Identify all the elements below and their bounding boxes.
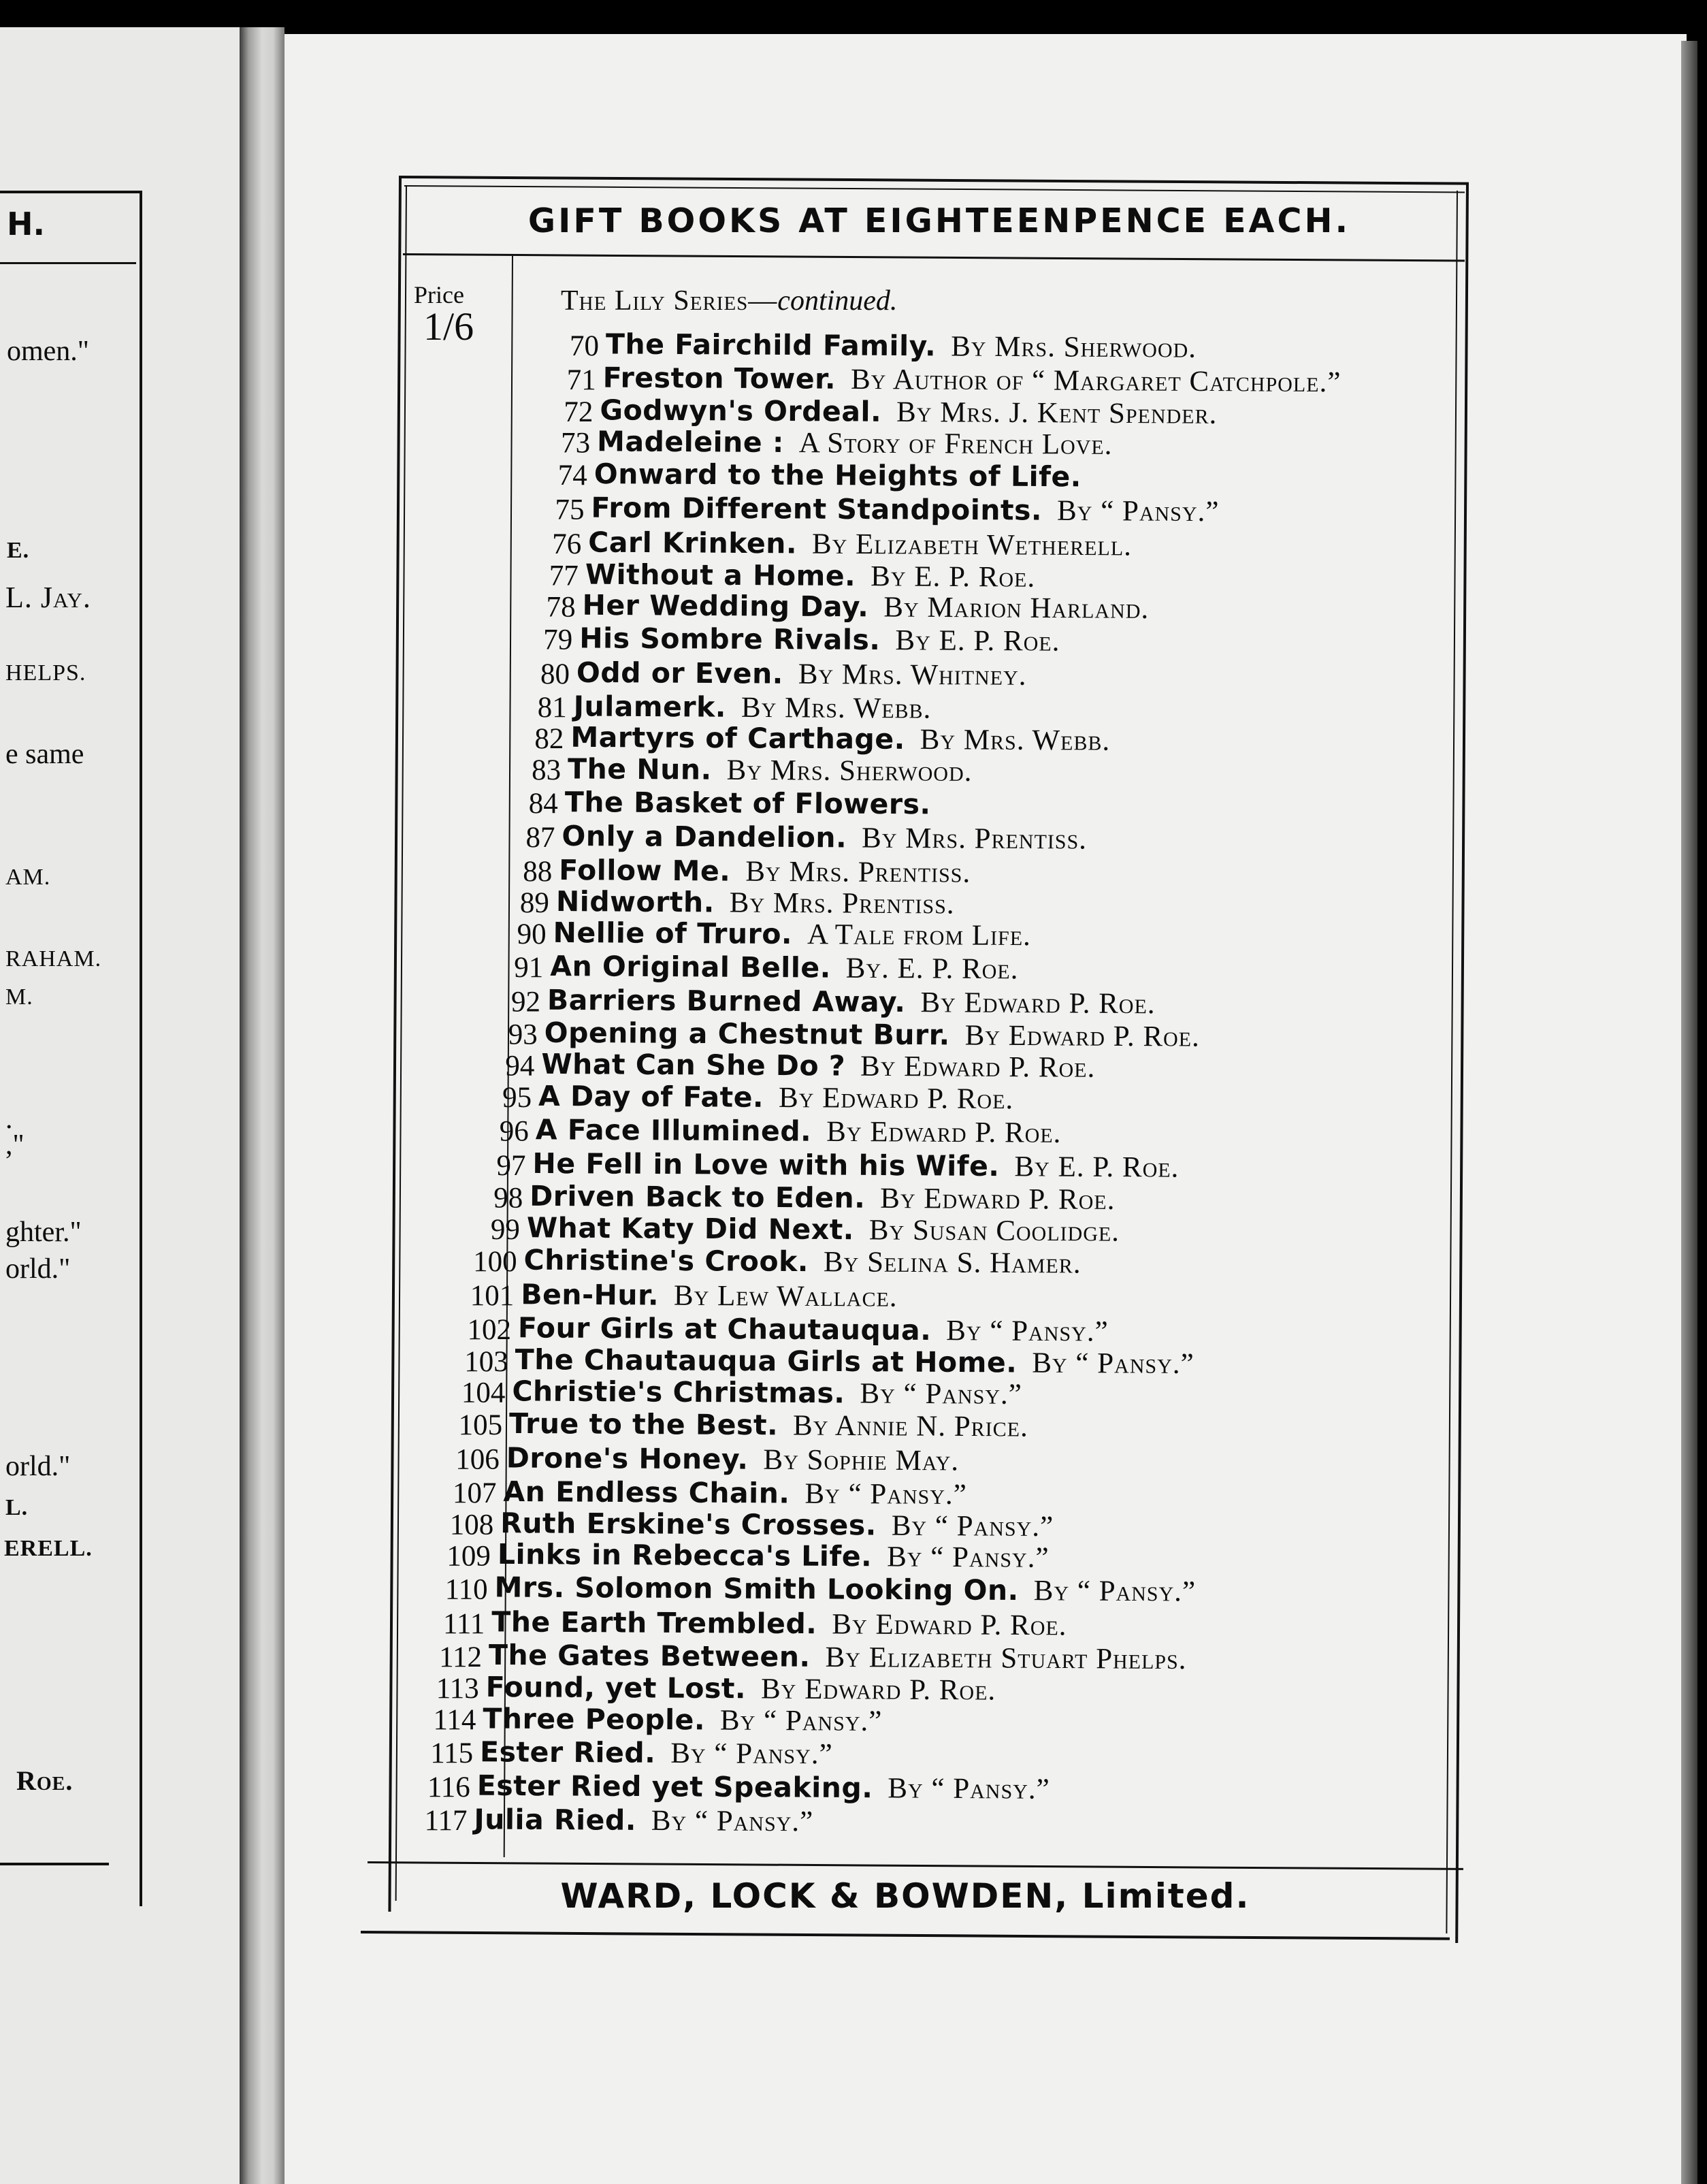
left-fragment: omen." bbox=[7, 336, 89, 367]
price-label: Price bbox=[414, 281, 464, 308]
entry-number: 113 bbox=[436, 1673, 479, 1705]
list-item bbox=[438, 754, 1405, 786]
book-title: Onward to the Heights of Life. bbox=[594, 457, 1082, 494]
book-title: Ben-Hur. bbox=[521, 1278, 660, 1312]
left-page-bottom-rule bbox=[0, 1863, 109, 1865]
entry-number: 84 bbox=[528, 788, 558, 820]
book-title: Ester Ried yet Speaking. bbox=[476, 1769, 873, 1805]
book-gutter bbox=[240, 27, 284, 2184]
left-page-frame-rule bbox=[140, 191, 142, 1906]
book-author: By “ Pansy.” bbox=[1032, 1347, 1194, 1380]
entry-number: 103 bbox=[464, 1345, 508, 1378]
book-author: By “ Pansy.” bbox=[946, 1314, 1109, 1348]
left-fragment: . bbox=[5, 1104, 13, 1135]
entry-number: 91 bbox=[514, 951, 544, 984]
entry-number: 89 bbox=[519, 886, 549, 919]
book-author: By “ Pansy.” bbox=[891, 1510, 1054, 1543]
list-item bbox=[450, 623, 1416, 656]
book-author: By “ Pansy.” bbox=[1033, 1574, 1197, 1608]
book-author: By Susan Coolidge. bbox=[868, 1213, 1120, 1248]
list-item bbox=[397, 1210, 1364, 1248]
entry-number: 99 bbox=[490, 1213, 520, 1246]
left-fragment: M. bbox=[5, 984, 33, 1010]
book-title: Three People. bbox=[483, 1702, 706, 1737]
entry-number: 110 bbox=[444, 1573, 488, 1606]
entry-number: 95 bbox=[502, 1082, 532, 1114]
list-item bbox=[406, 1115, 1373, 1148]
entry-number: 102 bbox=[467, 1313, 511, 1346]
book-author: By Selina S. Hamer. bbox=[823, 1245, 1082, 1280]
entry-text bbox=[494, 1571, 1196, 1608]
entry-number: 101 bbox=[470, 1279, 515, 1312]
book-author: By E. P. Roe. bbox=[871, 560, 1036, 594]
list-item bbox=[348, 1771, 1314, 1803]
entry-number: 107 bbox=[453, 1477, 497, 1510]
price-value: 1/6 bbox=[423, 304, 474, 349]
book-author: By Mrs. J. Kent Spender. bbox=[896, 396, 1218, 430]
entry-text bbox=[565, 786, 946, 821]
left-page-top-rule bbox=[0, 191, 140, 193]
entry-text bbox=[556, 885, 955, 921]
left-fragment: RAHAM. bbox=[5, 946, 102, 971]
entry-text bbox=[523, 1243, 1081, 1280]
book-title: Opening a Chestnut Burr. bbox=[544, 1016, 950, 1052]
book-author: By Mrs. Prentiss. bbox=[745, 855, 971, 889]
entry-text bbox=[547, 984, 1156, 1021]
entry-number: 92 bbox=[511, 986, 540, 1018]
list-item bbox=[421, 951, 1387, 984]
entry-number: 80 bbox=[540, 658, 570, 690]
entry-text bbox=[477, 1769, 1050, 1806]
book-title: Freston Tower. bbox=[602, 361, 836, 396]
entry-number: 105 bbox=[458, 1409, 503, 1442]
book-author: By Edward P. Roe. bbox=[760, 1673, 996, 1707]
left-fragment: ERELL. bbox=[4, 1536, 93, 1561]
list-item bbox=[400, 1182, 1367, 1215]
entry-text bbox=[579, 622, 1060, 658]
entry-number: 93 bbox=[508, 1018, 538, 1051]
list-item bbox=[409, 1081, 1376, 1114]
book-title: Nellie of Truro. bbox=[553, 916, 793, 950]
book-title: What Can She Do ? bbox=[541, 1047, 846, 1082]
book-title: An Original Belle. bbox=[550, 949, 831, 984]
list-item bbox=[371, 1509, 1337, 1541]
list-item bbox=[404, 1147, 1370, 1185]
book-author: By Edward P. Roe. bbox=[778, 1082, 1014, 1116]
book-author: By “ Pansy.” bbox=[670, 1737, 833, 1771]
book-title: Madeleine : bbox=[596, 425, 784, 460]
entry-text bbox=[491, 1605, 1067, 1642]
entry-text bbox=[541, 1048, 1095, 1085]
book-title: Barriers Burned Away. bbox=[547, 983, 906, 1018]
book-title: He Fell in Love with his Wife. bbox=[532, 1147, 1000, 1183]
book-author: By Mrs. Webb. bbox=[920, 724, 1111, 757]
book-author: By “ Pansy.” bbox=[888, 1772, 1050, 1805]
entry-number: 70 bbox=[570, 330, 599, 362]
entry-text bbox=[512, 1375, 1022, 1411]
list-item bbox=[433, 822, 1399, 854]
book-title: Follow Me. bbox=[559, 853, 731, 888]
left-fragment: ," bbox=[5, 1129, 25, 1161]
entry-text bbox=[576, 656, 1027, 692]
book-title: His Sombre Rivals. bbox=[579, 622, 881, 656]
entry-number: 98 bbox=[493, 1182, 523, 1215]
list-item bbox=[470, 396, 1437, 428]
book-title: True to the Best. bbox=[508, 1407, 779, 1442]
left-fragment: ghter." bbox=[5, 1217, 82, 1248]
book-title: What Katy Did Next. bbox=[526, 1210, 855, 1246]
book-title: The Gates Between. bbox=[488, 1638, 811, 1673]
list-item bbox=[468, 427, 1434, 460]
left-page bbox=[0, 27, 240, 2184]
list-item bbox=[427, 886, 1393, 918]
book-author: By “ Pansy.” bbox=[1056, 495, 1220, 528]
book-title: Four Girls at Chautauqua. bbox=[517, 1311, 932, 1347]
book-title: Julamerk. bbox=[573, 690, 727, 724]
list-item bbox=[391, 1279, 1358, 1312]
book-title: The Fairchild Family. bbox=[605, 327, 937, 363]
entry-number: 88 bbox=[523, 855, 553, 888]
entry-number: 83 bbox=[532, 754, 562, 787]
left-fragment: AM. bbox=[5, 865, 51, 890]
entry-number: 100 bbox=[473, 1245, 517, 1278]
book-title: Godwyn's Ordeal. bbox=[600, 394, 882, 428]
book-author: By Elizabeth Stuart Phelps. bbox=[825, 1641, 1187, 1675]
book-author: By Sophie May. bbox=[763, 1443, 960, 1477]
series-title bbox=[561, 285, 897, 317]
book-author: By E. P. Roe. bbox=[895, 624, 1060, 658]
book-author: By Mrs. Sherwood. bbox=[951, 330, 1197, 364]
list-item bbox=[368, 1540, 1335, 1573]
book-author: By Mrs. Prentiss. bbox=[861, 822, 1088, 856]
book-title: Odd or Even. bbox=[576, 656, 783, 690]
book-title: Ruth Erskine's Crosses. bbox=[500, 1507, 877, 1542]
entry-text bbox=[574, 690, 932, 725]
list-item bbox=[447, 658, 1414, 690]
entry-text bbox=[591, 492, 1219, 529]
page-edge bbox=[1681, 41, 1697, 2184]
entry-text bbox=[562, 820, 1087, 856]
left-fragment: HELPS. bbox=[5, 660, 86, 686]
list-item bbox=[345, 1804, 1312, 1837]
left-fragment: Roe. bbox=[16, 1765, 74, 1796]
entry-number: 90 bbox=[517, 918, 547, 950]
list-item bbox=[357, 1672, 1323, 1705]
left-fragment: E. bbox=[7, 538, 30, 563]
book-title: The Earth Trembled. bbox=[491, 1605, 817, 1640]
entry-number: 74 bbox=[557, 460, 587, 492]
book-author: By Author of “ Margaret Catchpole.” bbox=[850, 363, 1342, 399]
series-suffix: continued. bbox=[777, 285, 898, 317]
book-author: By Annie N. Price. bbox=[792, 1409, 1028, 1443]
book-author: By “ Pansy.” bbox=[719, 1704, 883, 1737]
entry-text bbox=[568, 753, 973, 789]
entry-text bbox=[588, 526, 1132, 562]
left-fragment: L. bbox=[5, 1495, 29, 1520]
book-author: By E. P. Roe. bbox=[1014, 1151, 1180, 1185]
list-item bbox=[395, 1245, 1361, 1278]
entry-number: 111 bbox=[442, 1607, 485, 1640]
entry-text bbox=[486, 1671, 996, 1707]
entry-number: 108 bbox=[449, 1509, 494, 1542]
book-title: Nidworth. bbox=[555, 884, 715, 919]
book-author: By Edward P. Roe. bbox=[832, 1607, 1067, 1642]
entry-number: 71 bbox=[566, 364, 596, 397]
entry-text bbox=[538, 1080, 1013, 1116]
entry-text bbox=[532, 1147, 1179, 1185]
entry-number: 106 bbox=[455, 1443, 500, 1476]
book-title: Christie's Christmas. bbox=[512, 1375, 845, 1410]
entry-text bbox=[509, 1407, 1028, 1444]
book-title: A Day of Fate. bbox=[538, 1080, 764, 1114]
entry-number: 109 bbox=[446, 1540, 491, 1573]
entry-number: 79 bbox=[543, 624, 573, 656]
entry-number: 116 bbox=[427, 1771, 470, 1804]
list-item bbox=[436, 787, 1402, 820]
entry-number: 97 bbox=[496, 1150, 526, 1183]
entry-number: 72 bbox=[564, 396, 594, 429]
list-item bbox=[351, 1737, 1317, 1769]
book-author: By. E. P. Roe. bbox=[845, 952, 1019, 986]
book-author: By Edward P. Roe. bbox=[920, 986, 1156, 1021]
book-title: A Face Illumined. bbox=[535, 1113, 812, 1148]
book-author: By “ Pansy.” bbox=[804, 1477, 967, 1511]
book-title: From Different Standpoints. bbox=[591, 492, 1043, 528]
list-item bbox=[429, 854, 1396, 887]
list-item bbox=[353, 1703, 1320, 1736]
book-title: The Basket of Flowers. bbox=[564, 786, 931, 821]
entry-number: 78 bbox=[546, 591, 576, 624]
list-item bbox=[453, 590, 1420, 623]
list-item bbox=[415, 1018, 1382, 1051]
list-item bbox=[441, 722, 1408, 755]
entry-number: 75 bbox=[555, 494, 585, 526]
list-item bbox=[377, 1443, 1344, 1476]
book-title: An Endless Chain. bbox=[503, 1475, 790, 1510]
book-author: By Mrs. Whitney. bbox=[798, 658, 1027, 692]
left-fragment: L. Jay. bbox=[5, 581, 91, 614]
entry-number: 82 bbox=[534, 723, 564, 756]
book-title: Driven Back to Eden. bbox=[530, 1180, 866, 1215]
book-title: Christine's Crook. bbox=[523, 1243, 809, 1278]
entry-text bbox=[603, 362, 1342, 400]
list-item bbox=[462, 494, 1429, 526]
entry-text bbox=[570, 721, 1110, 758]
entry-text bbox=[582, 589, 1149, 626]
list-item bbox=[365, 1570, 1332, 1608]
entry-text bbox=[553, 916, 1031, 952]
book-author: By Mrs. Sherwood. bbox=[726, 754, 973, 788]
list-item bbox=[380, 1409, 1346, 1441]
book-author: By Edward P. Roe. bbox=[860, 1050, 1096, 1084]
list-item bbox=[465, 457, 1431, 494]
entry-text bbox=[594, 457, 1096, 494]
book-author: By “ Pansy.” bbox=[887, 1541, 1050, 1575]
book-title: Martyrs of Carthage. bbox=[570, 720, 905, 756]
book-title: Found, yet Lost. bbox=[485, 1670, 747, 1705]
entry-text bbox=[506, 1442, 960, 1478]
list-item bbox=[444, 691, 1411, 724]
list-item bbox=[389, 1313, 1355, 1346]
book-author: By Marion Harland. bbox=[883, 591, 1150, 625]
entry-number: 115 bbox=[430, 1737, 474, 1769]
entry-text bbox=[527, 1211, 1120, 1248]
book-author: By “ Pansy.” bbox=[860, 1377, 1022, 1411]
entry-text bbox=[550, 950, 1018, 986]
book-title: Her Wedding Day. bbox=[582, 588, 869, 624]
list-item bbox=[386, 1345, 1352, 1378]
entry-text bbox=[480, 1735, 833, 1771]
list-item bbox=[476, 327, 1443, 364]
entry-text bbox=[483, 1702, 882, 1738]
entry-text bbox=[503, 1475, 967, 1511]
list-item bbox=[359, 1638, 1326, 1675]
left-fragment: H. bbox=[7, 206, 45, 242]
left-page-header-rule bbox=[0, 262, 136, 264]
publisher-imprint: WARD, LOCK & BOWDEN, Limited. bbox=[560, 1876, 1250, 1916]
list-item bbox=[418, 983, 1384, 1021]
page-heading: GIFT BOOKS AT EIGHTEENPENCE EACH. bbox=[527, 202, 1351, 240]
series-name: The Lily Series— bbox=[561, 285, 778, 317]
book-title: Drone's Honey. bbox=[506, 1441, 749, 1476]
book-title: Mrs. Solomon Smith Looking On. bbox=[494, 1570, 1019, 1607]
book-author: By Edward P. Roe. bbox=[880, 1183, 1116, 1217]
entry-text bbox=[489, 1639, 1187, 1676]
entry-text bbox=[498, 1538, 1050, 1575]
list-item bbox=[424, 918, 1391, 950]
book-title: Julia Ried. bbox=[474, 1803, 637, 1837]
entry-number: 73 bbox=[561, 427, 591, 460]
entry-number: 81 bbox=[537, 692, 567, 724]
entry-number: 76 bbox=[552, 528, 582, 560]
entry-text bbox=[521, 1278, 898, 1313]
book-author: By Elizabeth Wetherell. bbox=[811, 528, 1133, 562]
entry-text bbox=[585, 558, 1036, 594]
list-item bbox=[456, 559, 1422, 592]
left-fragment: e same bbox=[5, 739, 84, 770]
entry-text bbox=[474, 1803, 813, 1839]
book-author: By Edward P. Roe. bbox=[826, 1116, 1062, 1150]
book-title: Carl Krinken. bbox=[588, 526, 798, 560]
list-item bbox=[374, 1477, 1341, 1509]
book-author: A Story of French Love. bbox=[798, 427, 1113, 462]
list-item bbox=[459, 528, 1425, 560]
entry-text bbox=[606, 327, 1197, 364]
entry-text bbox=[559, 854, 971, 890]
book-title: Ester Ried. bbox=[479, 1735, 656, 1769]
book-author: By Edward P. Roe. bbox=[964, 1019, 1200, 1053]
book-author: By Mrs. Webb. bbox=[741, 691, 932, 725]
entry-text bbox=[597, 425, 1113, 462]
book-author: A Tale from Life. bbox=[807, 918, 1032, 952]
book-author: By Mrs. Prentiss. bbox=[729, 886, 955, 920]
list-item bbox=[412, 1049, 1378, 1082]
entry-number: 112 bbox=[439, 1641, 482, 1673]
entry-number: 77 bbox=[549, 560, 579, 592]
book-author: By “ Pansy.” bbox=[651, 1805, 814, 1838]
entry-number: 104 bbox=[461, 1377, 506, 1409]
book-author: By Lew Wallace. bbox=[673, 1279, 898, 1313]
book-title: Without a Home. bbox=[585, 558, 856, 592]
entry-text bbox=[518, 1311, 1109, 1348]
entry-text bbox=[536, 1113, 1062, 1150]
entry-number: 114 bbox=[433, 1704, 476, 1737]
list-item bbox=[474, 361, 1440, 399]
book-list bbox=[424, 327, 1443, 1838]
entry-number: 87 bbox=[525, 822, 555, 854]
entry-number: 96 bbox=[499, 1115, 529, 1148]
entry-number: 94 bbox=[505, 1050, 535, 1082]
left-fragment: orld." bbox=[5, 1253, 71, 1285]
book-title: Links in Rebecca's Life. bbox=[497, 1538, 873, 1573]
list-item bbox=[362, 1605, 1329, 1642]
book-title: Only a Dandelion. bbox=[562, 820, 847, 854]
book-title: The Chautauqua Girls at Home. bbox=[515, 1343, 1018, 1379]
list-item bbox=[383, 1377, 1349, 1409]
left-fragment: orld." bbox=[5, 1451, 71, 1482]
book-title: The Nun. bbox=[567, 752, 712, 786]
entry-number: 117 bbox=[424, 1805, 468, 1837]
